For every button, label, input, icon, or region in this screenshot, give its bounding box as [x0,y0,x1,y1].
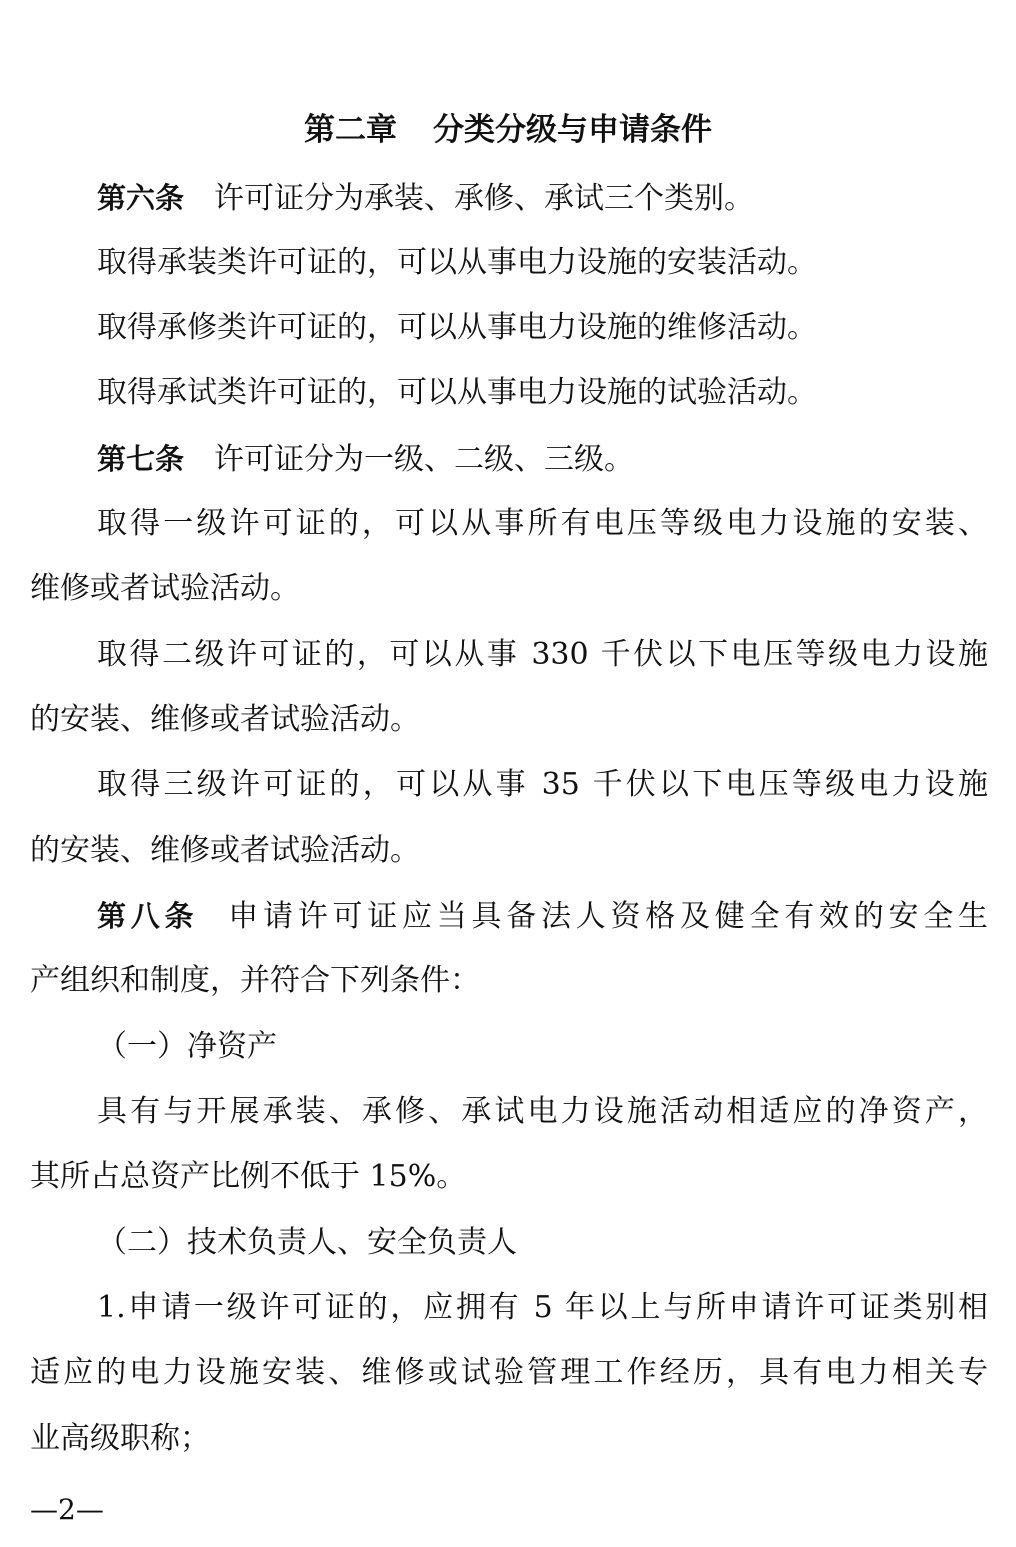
article-8-label: 第八条 [97,899,199,933]
paragraph: 产组织和制度，并符合下列条件： [30,963,480,998]
article-7 [97,437,634,482]
paragraph: 其所占总资产比例不低于 15%。 [30,1159,467,1194]
paragraph: 的安装、维修或者试验活动。 [30,702,420,737]
chapter-number: 第二章 [304,112,397,148]
article-6-label: 第六条 [97,181,185,215]
section-heading: （一）净资产 [97,1029,277,1064]
chapter-title [0,108,1016,152]
paragraph: 取得二级许可证的，可以从事 330 千伏以下电压等级电力设施 [97,637,988,672]
paragraph: 取得承修类许可证的，可以从事电力设施的维修活动。 [97,310,817,345]
paragraph: 1.申请一级许可证的，应拥有 5 年以上与所申请许可证类别相 [97,1290,988,1325]
chapter-name: 分类分级与申请条件 [433,112,712,148]
article-6-text: 许可证分为承装、承修、承试三个类别。 [214,181,755,216]
article-8 [97,894,988,939]
article-8-text: 申请许可证应当具备法人资格及健全有效的安全生 [228,899,988,934]
section-heading: （二）技术负责人、安全负责人 [97,1225,517,1260]
paragraph: 取得承装类许可证的，可以从事电力设施的安装活动。 [97,245,817,280]
paragraph: 取得一级许可证的，可以从事所有电压等级电力设施的安装、 [97,506,988,541]
paragraph: 业高级职称； [30,1421,210,1456]
article-6 [97,176,754,221]
page-number: —2— [30,1493,104,1526]
paragraph: 取得三级许可证的，可以从事 35 千伏以下电压等级电力设施 [97,767,988,802]
paragraph: 适应的电力设施安装、维修或试验管理工作经历，具有电力相关专 [30,1355,988,1390]
article-7-text: 许可证分为一级、二级、三级。 [214,442,635,477]
paragraph: 取得承试类许可证的，可以从事电力设施的试验活动。 [97,375,817,410]
paragraph: 维修或者试验活动。 [30,571,300,606]
paragraph: 具有与开展承装、承修、承试电力设施活动相适应的净资产， [97,1094,988,1129]
paragraph: 的安装、维修或者试验活动。 [30,833,420,868]
article-7-label: 第七条 [97,442,185,476]
